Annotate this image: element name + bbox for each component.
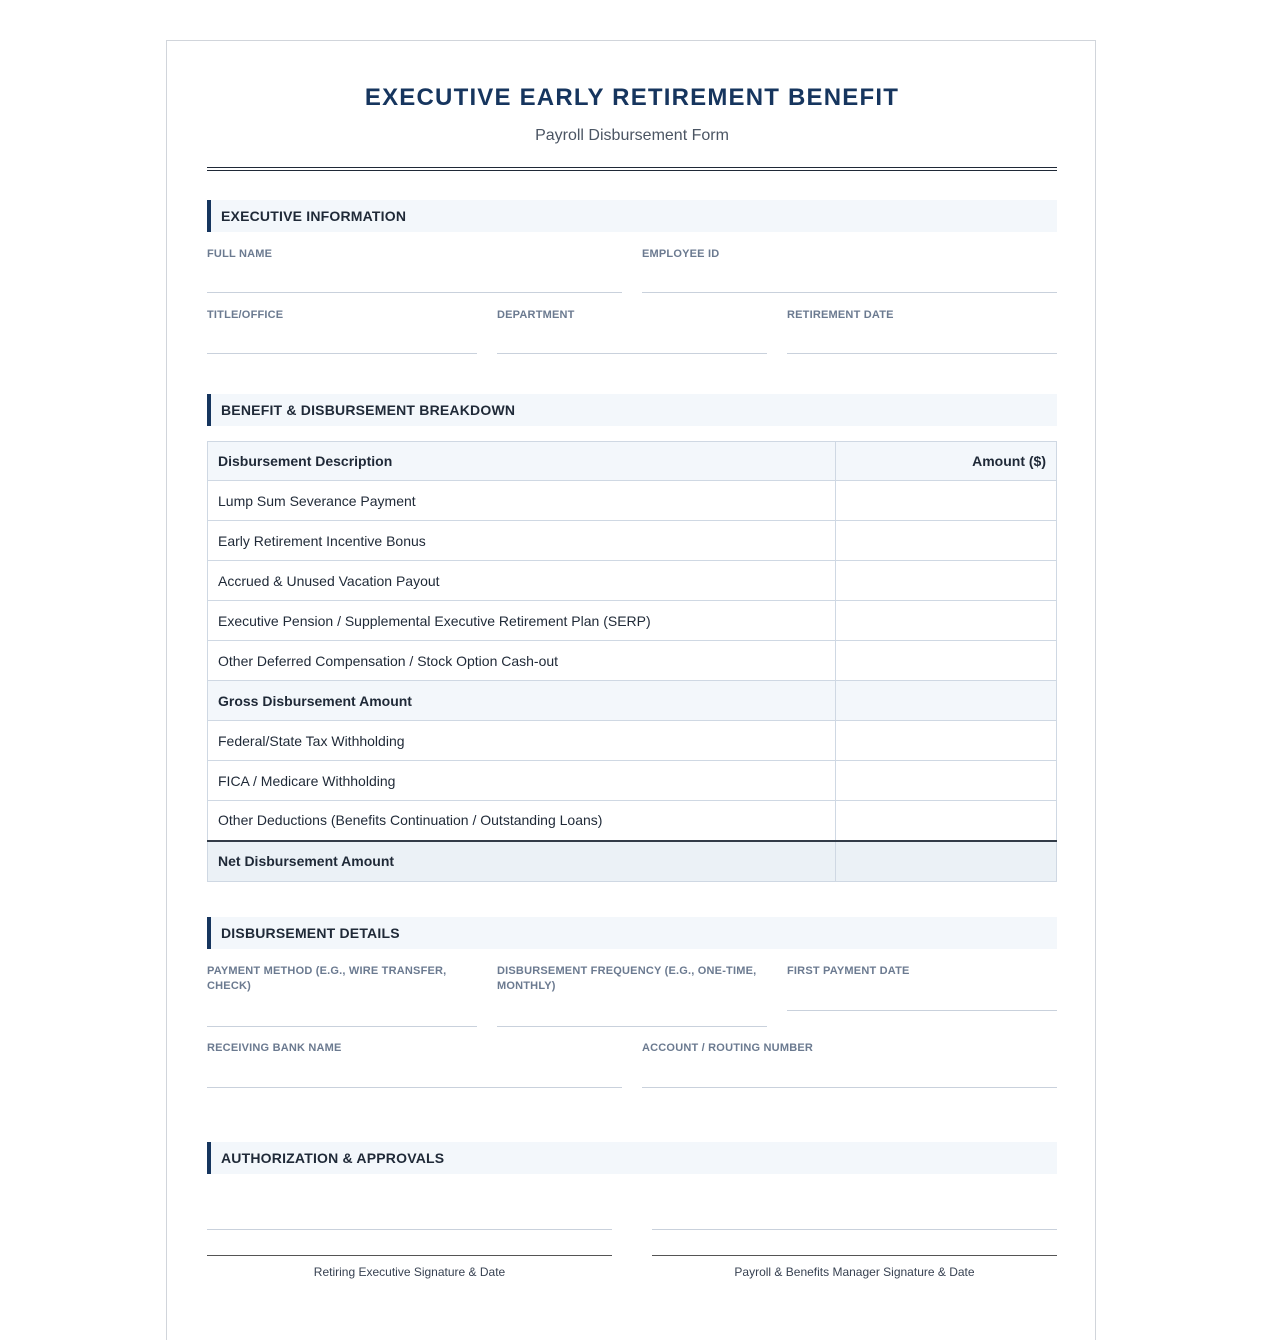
section-authorization: AUTHORIZATION & APPROVALS bbox=[207, 1142, 1057, 1174]
net-total-row bbox=[208, 841, 1057, 882]
receiving-bank-input-line[interactable] bbox=[207, 1087, 622, 1088]
column-header-description: Disbursement Description bbox=[208, 442, 836, 481]
row-description: Accrued & Unused Vacation Payout bbox=[208, 561, 836, 601]
row-description: Federal/State Tax Withholding bbox=[208, 721, 836, 761]
net-amount-cell[interactable] bbox=[836, 841, 1057, 882]
retirement-date-input-line[interactable] bbox=[787, 353, 1057, 354]
net-description: Net Disbursement Amount bbox=[208, 841, 836, 882]
row-description: Early Retirement Incentive Bonus bbox=[208, 521, 836, 561]
disbursement-frequency-field[interactable] bbox=[497, 964, 767, 1027]
row-description: FICA / Medicare Withholding bbox=[208, 761, 836, 801]
row-description: Executive Pension / Supplemental Executive Retirement Plan (SERP) bbox=[208, 601, 836, 641]
table-row bbox=[208, 561, 1057, 601]
table-row bbox=[208, 721, 1057, 761]
executive-signature-area[interactable] bbox=[207, 1229, 612, 1230]
form-page bbox=[166, 40, 1096, 1340]
employee-id-field[interactable] bbox=[642, 247, 1057, 293]
section-executive-information: EXECUTIVE INFORMATION bbox=[207, 200, 1057, 232]
section-disbursement-details: DISBURSEMENT DETAILS bbox=[207, 917, 1057, 949]
account-routing-field[interactable] bbox=[642, 1041, 1057, 1088]
first-payment-date-input-line[interactable] bbox=[787, 1010, 1057, 1011]
row-amount-cell[interactable] bbox=[836, 521, 1057, 561]
column-header-amount: Amount ($) bbox=[836, 442, 1057, 481]
payment-method-field[interactable] bbox=[207, 964, 477, 1027]
table-row bbox=[208, 481, 1057, 521]
gross-amount-cell[interactable] bbox=[836, 681, 1057, 721]
payroll-signature-block[interactable] bbox=[652, 1201, 1057, 1281]
account-routing-label: ACCOUNT / ROUTING NUMBER bbox=[642, 1042, 814, 1054]
table-row bbox=[208, 601, 1057, 641]
first-payment-date-label: FIRST PAYMENT DATE bbox=[787, 965, 910, 977]
row-amount-cell[interactable] bbox=[836, 761, 1057, 801]
row-description: Other Deductions (Benefits Continuation / Outstanding Loans) bbox=[208, 801, 836, 841]
payment-method-label: PAYMENT METHOD (E.G., WIRE TRANSFER, CHECK) bbox=[207, 965, 447, 992]
row-amount-cell[interactable] bbox=[836, 801, 1057, 841]
disbursement-frequency-input-line[interactable] bbox=[497, 1026, 767, 1027]
row-amount-cell[interactable] bbox=[836, 641, 1057, 681]
executive-signature-line bbox=[207, 1255, 612, 1256]
employee-id-label: EMPLOYEE ID bbox=[642, 248, 720, 260]
table-row bbox=[208, 761, 1057, 801]
full-name-label: FULL NAME bbox=[207, 248, 273, 260]
title-office-input-line[interactable] bbox=[207, 353, 477, 354]
disbursement-table bbox=[207, 441, 1057, 882]
disbursement-frequency-label: DISBURSEMENT FREQUENCY (E.G., ONE-TIME, MONTHLY) bbox=[497, 965, 757, 992]
gross-total-row bbox=[208, 681, 1057, 721]
row-amount-cell[interactable] bbox=[836, 561, 1057, 601]
employee-id-input-line[interactable] bbox=[642, 292, 1057, 293]
payroll-signature-label: Payroll & Benefits Manager Signature & Date bbox=[734, 1265, 975, 1279]
table-row bbox=[208, 641, 1057, 681]
first-payment-date-field[interactable] bbox=[787, 964, 1057, 1011]
row-description: Other Deferred Compensation / Stock Option Cash-out bbox=[208, 641, 836, 681]
payroll-signature-area[interactable] bbox=[652, 1229, 1057, 1230]
payroll-signature-line bbox=[652, 1255, 1057, 1256]
full-name-input-line[interactable] bbox=[207, 292, 622, 293]
row-amount-cell[interactable] bbox=[836, 721, 1057, 761]
row-amount-cell[interactable] bbox=[836, 481, 1057, 521]
department-input-line[interactable] bbox=[497, 353, 767, 354]
retirement-date-field[interactable] bbox=[787, 308, 1057, 354]
gross-description: Gross Disbursement Amount bbox=[208, 681, 836, 721]
account-routing-input-line[interactable] bbox=[642, 1087, 1057, 1088]
retirement-date-label: RETIREMENT DATE bbox=[787, 309, 894, 321]
form-subtitle: Payroll Disbursement Form bbox=[535, 127, 729, 144]
full-name-field[interactable] bbox=[207, 247, 622, 293]
table-row bbox=[208, 801, 1057, 841]
receiving-bank-field[interactable] bbox=[207, 1041, 622, 1088]
row-amount-cell[interactable] bbox=[836, 601, 1057, 641]
row-description: Lump Sum Severance Payment bbox=[208, 481, 836, 521]
executive-signature-block[interactable] bbox=[207, 1201, 612, 1281]
header-divider bbox=[207, 167, 1057, 171]
payment-method-input-line[interactable] bbox=[207, 1026, 477, 1027]
department-field[interactable] bbox=[497, 308, 767, 354]
executive-signature-label: Retiring Executive Signature & Date bbox=[313, 1265, 506, 1279]
title-office-label: TITLE/OFFICE bbox=[207, 309, 284, 321]
department-label: DEPARTMENT bbox=[497, 309, 575, 321]
table-row bbox=[208, 521, 1057, 561]
title-office-field[interactable] bbox=[207, 308, 477, 354]
table-header-row bbox=[208, 442, 1057, 481]
section-benefit-breakdown: BENEFIT & DISBURSEMENT BREAKDOWN bbox=[207, 394, 1057, 426]
receiving-bank-label: RECEIVING BANK NAME bbox=[207, 1042, 342, 1054]
form-title: EXECUTIVE EARLY RETIREMENT BENEFIT bbox=[364, 84, 900, 111]
